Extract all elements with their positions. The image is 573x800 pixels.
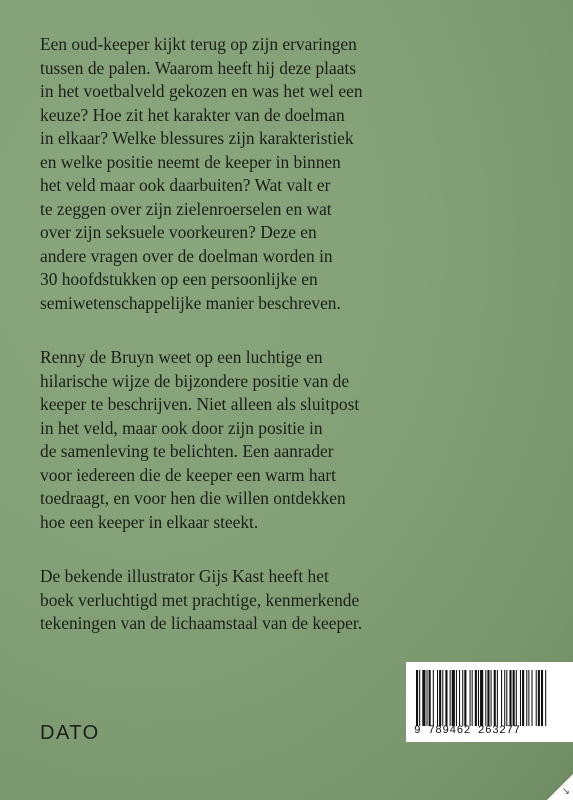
barcode-bar xyxy=(422,670,425,726)
barcode-bar xyxy=(450,670,451,726)
barcode-bar xyxy=(480,670,483,726)
barcode-bar xyxy=(506,670,507,726)
barcode-bar xyxy=(459,670,460,726)
isbn-number: 9 789462 263277 xyxy=(414,725,521,737)
barcode-bar xyxy=(494,670,496,726)
barcode-bar xyxy=(462,670,463,726)
barcode-bar xyxy=(504,670,505,726)
barcode-bar xyxy=(485,670,486,726)
barcode-bar xyxy=(545,670,546,726)
barcode-bar xyxy=(509,670,511,726)
blurb-paragraph-3: De bekende illustrator Gijs Kast heeft het boek verluchtigd met prachtige, kenmerkende tekeningen van de lichaamstaal van de keeper. xyxy=(40,566,363,633)
barcode-bar xyxy=(433,670,434,726)
barcode-bar xyxy=(445,670,447,726)
barcode-bar xyxy=(520,670,521,726)
barcode-bar xyxy=(427,670,428,726)
barcode-bar xyxy=(522,670,524,726)
barcode-bar xyxy=(513,670,515,726)
barcode-bar xyxy=(442,670,443,726)
barcode-bars xyxy=(416,670,573,726)
barcode-bar xyxy=(501,670,502,726)
barcode-bar xyxy=(528,670,529,726)
barcode-bar xyxy=(491,670,492,726)
barcode-bar xyxy=(416,670,418,726)
corner-arrow-icon: ↘ xyxy=(561,786,570,797)
barcode xyxy=(406,662,573,742)
barcode-bar xyxy=(516,670,517,726)
barcode-bar xyxy=(439,670,441,726)
barcode-bar xyxy=(532,670,533,726)
barcode-bar xyxy=(487,670,489,726)
barcode-bar xyxy=(456,670,457,726)
barcode-bar xyxy=(419,670,420,726)
barcode-bar xyxy=(526,670,527,726)
barcode-bar xyxy=(478,670,479,726)
barcode-bar xyxy=(437,670,438,726)
barcode-bar xyxy=(497,670,498,726)
blurb-paragraph-1: Een oud-keeper kijkt terug op zijn ervaringen tussen de palen. Waarom heeft hij deze plaats in het voetbalveld gekozen en was het wel een keuze? Hoe zit het karakter van de doelman in elkaar? Welke blessures zijn karakteristiek en welke positie neemt de keeper in binnen het veld maar ook daarbuiten? Wat valt er te zeggen over zijn zielenroerselen en wat over zijn seksuele voorkeuren? Deze en andere vragen over de doelman worden in 30 hoofdstukken op een persoonlijke en semiwetenschappelijke manier beschreven. xyxy=(40,34,363,313)
barcode-bar xyxy=(464,670,466,726)
barcode-bar xyxy=(452,670,455,726)
publisher-logo: DATO xyxy=(40,722,100,744)
barcode-bar xyxy=(470,670,471,726)
barcode-bar xyxy=(429,670,431,726)
barcode-bar xyxy=(475,670,477,726)
blurb-text xyxy=(40,33,540,667)
barcode-bar xyxy=(472,670,473,726)
blurb-paragraph-2: Renny de Bruyn weet op een luchtige en hilarische wijze de bijzondere positie van de keeper te beschrijven. Niet alleen als sluitpost in het veld, maar ook door zijn positie in de samenleving te belichten. Een aanrader voor iedereen die de keeper een warm hart toedraagt, en voor hen die willen ontdekken hoe een keeper in elkaar steekt. xyxy=(40,347,360,532)
barcode-bar xyxy=(536,670,537,726)
barcode-bar xyxy=(538,670,540,726)
barcode-bar xyxy=(541,670,543,726)
